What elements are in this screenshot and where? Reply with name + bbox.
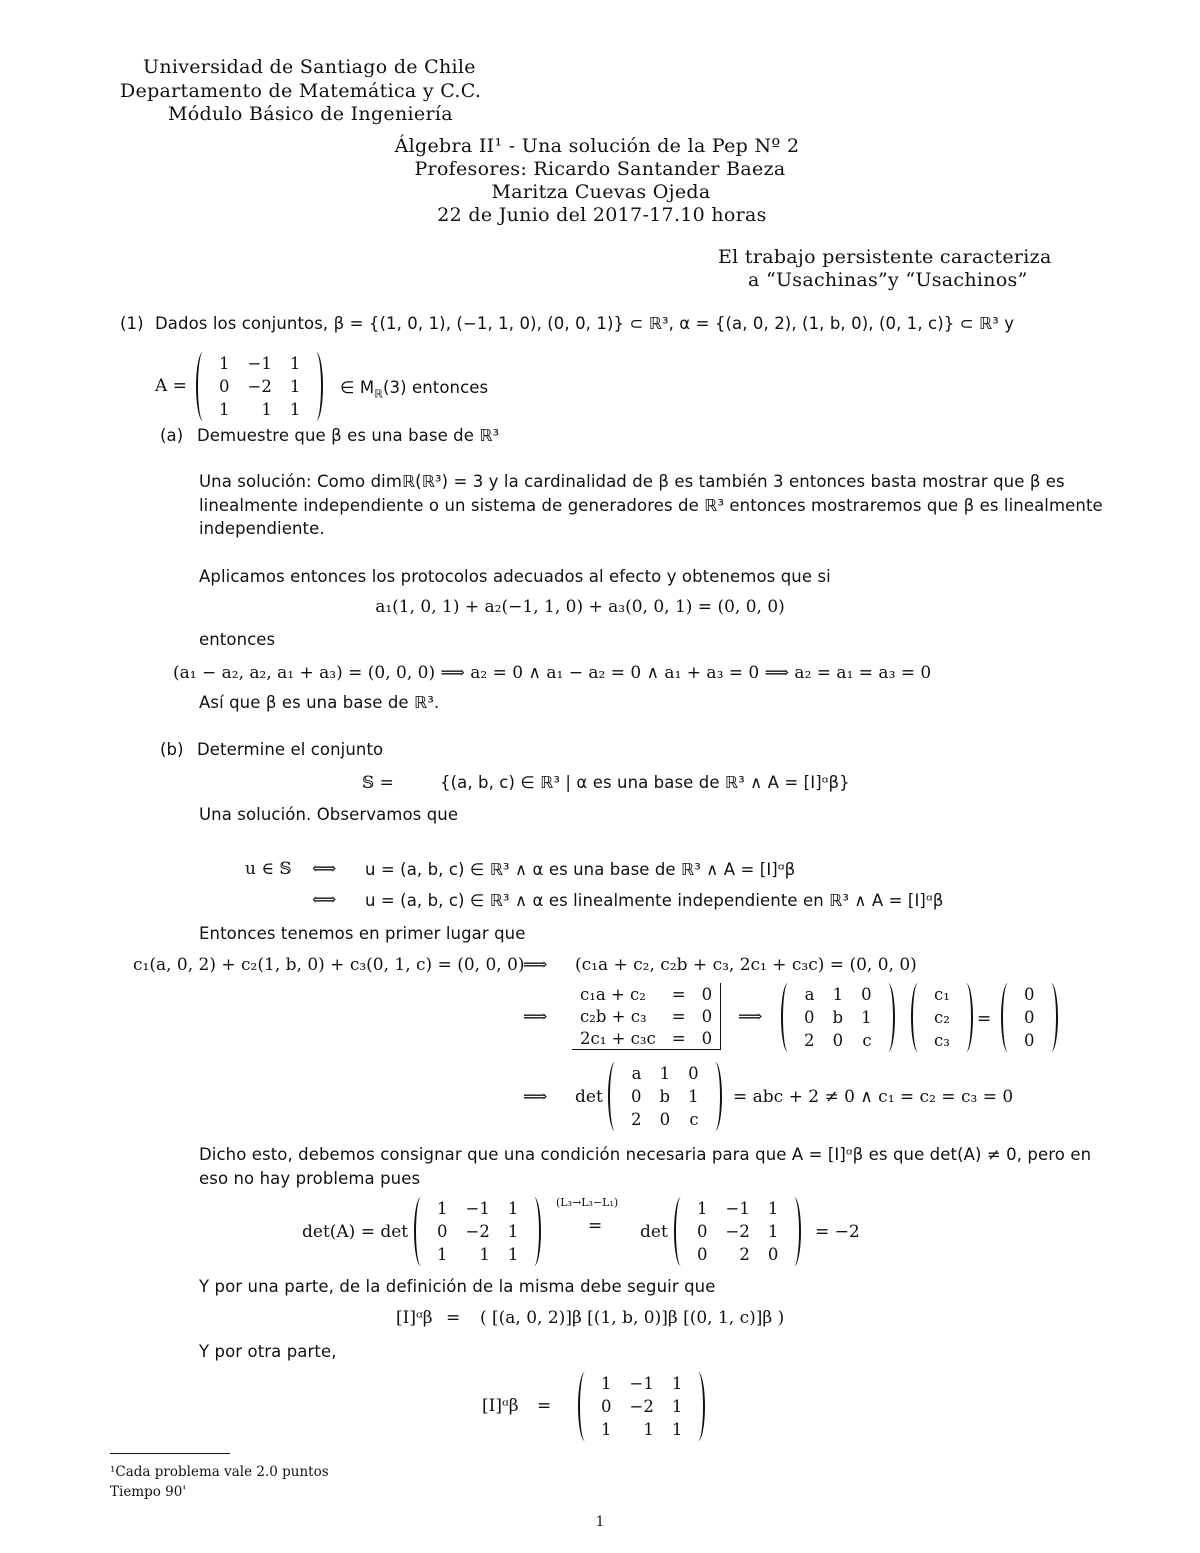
- det-matrix-a-cell: 1: [437, 1199, 448, 1218]
- module-name: Módulo Básico de Ingeniería: [168, 103, 453, 125]
- part-b-question: Determine el conjunto: [197, 740, 384, 759]
- vector-c: [925, 983, 959, 1052]
- then-text: entonces: [199, 630, 276, 649]
- det-matrix-a-cell: 1: [507, 1245, 519, 1264]
- change-matrix-cell: −2: [629, 1397, 654, 1416]
- linear-combination-equation: a₁(1, 0, 1) + a₂(−1, 1, 0) + a₃(0, 0, 1) = (0, 0, 0): [375, 597, 785, 617]
- part-a-label: (a): [160, 426, 184, 445]
- exam-date: 22 de Junio del 2017-17.10 horas: [437, 204, 767, 226]
- department-name: Departamento de Matemática y C.C.: [120, 80, 482, 102]
- note-line-1: Dicho esto, debemos consignar que una condición necesaria para que A = [I]ᵅβ es que det(A) ≠ 0, pero en: [199, 1145, 1092, 1164]
- matrix-alpha: [795, 983, 881, 1052]
- matrix-reduced-cell: 1: [767, 1222, 779, 1241]
- vector-c-cell: c₃: [934, 1031, 950, 1050]
- det-matrix-a-cell: 1: [437, 1245, 448, 1264]
- matrix-reduced-cell: 0: [767, 1245, 779, 1264]
- system-implies-arrow: ⟹: [738, 1007, 763, 1027]
- matrix-alpha-cell: b: [832, 1008, 844, 1027]
- det-matrix-alpha-cell: 0: [659, 1110, 671, 1129]
- footnote-points: ¹Cada problema vale 2.0 puntos: [110, 1464, 329, 1480]
- matrix-reduced-cell: −2: [725, 1222, 750, 1241]
- matrix-reduced-cell: 0: [697, 1222, 708, 1241]
- matrix-alpha-cell: 2: [804, 1031, 815, 1050]
- matrix-a-membership: ∈ $M_ℝ(3)$ entonces: [340, 378, 489, 401]
- equivalence-arrow-2: ⟺: [312, 890, 337, 910]
- matrix-alpha-cell: a: [804, 985, 815, 1004]
- matrix-alpha-cell: 0: [804, 1008, 815, 1027]
- system-cell: 0: [701, 984, 713, 1004]
- matrix-reduced-cell: 2: [739, 1245, 750, 1264]
- matrix-a-label: A =: [155, 376, 187, 396]
- det-matrix-alpha-cell: 2: [631, 1110, 642, 1129]
- footnote-rule: [110, 1453, 230, 1454]
- change-of-basis-rhs: ( [(a, 0, 2)]β [(1, b, 0)]β [(0, 1, c)]β ): [480, 1308, 785, 1328]
- problem-number: (1): [120, 314, 144, 333]
- matrix-reduced-cell: −1: [725, 1199, 750, 1218]
- system-cell: c₁a + c₂: [580, 984, 646, 1004]
- matrix-a-cell: 1: [219, 400, 230, 419]
- matrix-a-cell: 1: [289, 400, 301, 419]
- matrix-reduced-cell: 0: [697, 1245, 708, 1264]
- det-a-lhs: det(A) = det: [302, 1222, 409, 1242]
- matrix-alpha-cell: c: [862, 1031, 872, 1050]
- linear-system: [572, 983, 721, 1050]
- equivalence-rhs-2: u = (a, b, c) ∈ ℝ³ ∧ α es linealmente independiente en ℝ³ ∧ A = [I]ᵅβ: [365, 891, 944, 910]
- university-name: Universidad de Santiago de Chile: [143, 56, 476, 78]
- part-a-solution-line-3: independiente.: [199, 519, 325, 538]
- implication-equation: (a₁ − a₂, a₂, a₁ + a₃) = (0, 0, 0) ⟹ a₂ = 0 ∧ a₁ − a₂ = 0 ∧ a₁ + a₃ = 0 ⟹ a₂ = a₁ = a₃ = 0: [173, 663, 932, 683]
- change-of-basis-eq: =: [446, 1308, 461, 1328]
- matrix-alpha-cell: 0: [832, 1031, 844, 1050]
- linear-combination-rhs: (c₁a + c₂, c₂b + c₃, 2c₁ + c₃c) = (0, 0, 0): [575, 955, 917, 975]
- motto-line-2: a “Usachinas”y “Usachinos”: [748, 269, 1028, 291]
- vector-c-cell: c₂: [934, 1008, 950, 1027]
- part-a-question: Demuestre que β es una base de ℝ³: [197, 426, 500, 445]
- change-of-basis-lhs: [I]ᵅβ: [396, 1308, 433, 1328]
- change-matrix-cell: 0: [601, 1397, 612, 1416]
- det-label-2: det: [640, 1222, 668, 1242]
- det-result: = abc + 2 ≠ 0 ∧ c₁ = c₂ = c₃ = 0: [733, 1087, 1014, 1107]
- matrix-reduced-cell: 1: [697, 1199, 708, 1218]
- matrix-a-cell: −2: [247, 377, 272, 396]
- det-matrix-alpha: [622, 1062, 708, 1131]
- part-b-label: (b): [160, 740, 184, 759]
- det-matrix-a-cell: 1: [507, 1222, 519, 1241]
- part-a-solution-line-2: linealmente independiente o un sistema de generadores de ℝ³ entonces mostraremos que β es linealmente: [199, 496, 1103, 515]
- det-a-result: = −2: [815, 1222, 860, 1242]
- implies-arrow-2: ⟹: [523, 1007, 548, 1027]
- det-matrix-a-cell: 0: [437, 1222, 448, 1241]
- det-matrix-a-cell: −1: [465, 1199, 490, 1218]
- matrix-a-cell: 0: [219, 377, 230, 396]
- matrix-a-cell: 1: [261, 400, 272, 419]
- system-cell: =: [671, 1028, 686, 1048]
- det-matrix-alpha-cell: 1: [659, 1064, 671, 1083]
- vector-c-cell: c₁: [934, 985, 950, 1004]
- det-matrix-alpha-cell: b: [659, 1087, 671, 1106]
- matrix-a: [210, 352, 309, 421]
- problem-statement: Dados los conjuntos, β = {(1, 0, 1), (−1, 1, 0), (0, 0, 1)} ⊂ ℝ³, α = {(a, 0, 2), (1, b, 0), (0, 1, c)} ⊂ ℝ³ y: [155, 314, 1015, 333]
- matrix-a-cell: 1: [219, 354, 230, 373]
- det-matrix-alpha-cell: 1: [688, 1087, 699, 1106]
- motto-line-1: El trabajo persistente caracteriza: [718, 246, 1052, 268]
- det-matrix-alpha-cell: c: [689, 1110, 699, 1129]
- change-of-basis-eq-2: =: [537, 1396, 552, 1416]
- vector-zero-cell: 0: [1024, 1031, 1035, 1050]
- exam-title: Álgebra II¹ - Una solución de la Pep Nº 2: [394, 135, 800, 157]
- system-cell: c₂b + c₃: [580, 1006, 647, 1026]
- part-b-solution-intro: Una solución. Observamos que: [199, 805, 459, 824]
- matrix-alpha-cell: 0: [861, 985, 872, 1004]
- matrix-alpha-cell: 1: [861, 1008, 872, 1027]
- change-matrix-cell: −1: [629, 1374, 654, 1393]
- page-number: 1: [595, 1514, 605, 1530]
- system-cell: 2c₁ + c₃c: [580, 1028, 656, 1048]
- system-cell: 0: [701, 1028, 713, 1048]
- set-definition-rhs: {(a, b, c) ∈ ℝ³ | α es una base de ℝ³ ∧ A = [I]ᵅβ}: [440, 773, 850, 792]
- system-cell: =: [671, 1006, 686, 1026]
- implies-arrow-3: ⟹: [523, 1087, 548, 1107]
- system-cell: 0: [701, 1006, 713, 1026]
- det-matrix-a-cell: 1: [507, 1199, 519, 1218]
- footnote-time: Tiempo 90': [110, 1484, 187, 1500]
- vector-zero: [1015, 983, 1044, 1052]
- det-matrix-a-cell: −2: [465, 1222, 490, 1241]
- change-matrix-cell: 1: [601, 1420, 612, 1439]
- system-cell: =: [671, 984, 686, 1004]
- definition-text: Y por una parte, de la definición de la misma debe seguir que: [199, 1277, 716, 1296]
- det-matrix-alpha-cell: 0: [631, 1087, 642, 1106]
- implies-arrow-1: ⟹: [523, 955, 548, 975]
- professors-line: Profesores: Ricardo Santander Baeza: [414, 158, 786, 180]
- equivalence-rhs-1: u = (a, b, c) ∈ ℝ³ ∧ α es una base de ℝ³ ∧ A = [I]ᵅβ: [365, 860, 796, 879]
- vector-zero-cell: 0: [1024, 1008, 1035, 1027]
- row-operation: (L₃→L₃−L₁): [556, 1196, 619, 1209]
- change-of-basis-matrix: [592, 1372, 691, 1441]
- det-matrix-alpha-cell: a: [631, 1064, 642, 1083]
- equals-sign: =: [977, 1009, 992, 1029]
- vector-zero-cell: 0: [1024, 985, 1035, 1004]
- matrix-a-cell: −1: [247, 354, 272, 373]
- matrix-a-cell: 1: [289, 354, 301, 373]
- change-matrix-cell: 1: [671, 1420, 683, 1439]
- change-matrix-cell: 1: [671, 1374, 683, 1393]
- det-matrix-reduced: [688, 1197, 787, 1266]
- change-of-basis-lhs-2: [I]ᵅβ: [482, 1396, 519, 1416]
- professor-name: Maritza Cuevas Ojeda: [491, 181, 711, 203]
- equivalence-lhs: u ∈ 𝕊: [245, 859, 292, 879]
- first-place-text: Entonces tenemos en primer lugar que: [199, 924, 526, 943]
- part-a-solution-line-1: Una solución: Como dimℝ(ℝ³) = 3 y la cardinalidad de β es también 3 entonces basta mostrar que β es: [199, 472, 1065, 491]
- matrix-reduced-cell: 1: [767, 1199, 779, 1218]
- equivalence-arrow-1: ⟺: [312, 859, 337, 879]
- other-part-text: Y por otra parte,: [199, 1342, 337, 1361]
- det-label: det: [575, 1087, 603, 1107]
- det-matrix-alpha-cell: 0: [688, 1064, 699, 1083]
- det-matrix-a: [428, 1197, 527, 1266]
- note-line-2: eso no hay problema pues: [199, 1169, 421, 1188]
- matrix-alpha-cell: 1: [832, 985, 844, 1004]
- part-a-conclusion: Así que β es una base de ℝ³.: [199, 693, 440, 712]
- linear-combination-lhs: c₁(a, 0, 2) + c₂(1, b, 0) + c₃(0, 1, c) = (0, 0, 0): [133, 955, 525, 975]
- change-matrix-cell: 1: [601, 1374, 612, 1393]
- change-matrix-cell: 1: [671, 1397, 683, 1416]
- set-definition-lhs: 𝕊 =: [362, 773, 394, 793]
- det-matrix-a-cell: 1: [479, 1245, 490, 1264]
- part-a-solution-line-4: Aplicamos entonces los protocolos adecuados al efecto y obtenemos que si: [199, 567, 831, 586]
- change-matrix-cell: 1: [643, 1420, 654, 1439]
- matrix-a-cell: 1: [289, 377, 301, 396]
- row-operation-equals: =: [588, 1216, 603, 1236]
